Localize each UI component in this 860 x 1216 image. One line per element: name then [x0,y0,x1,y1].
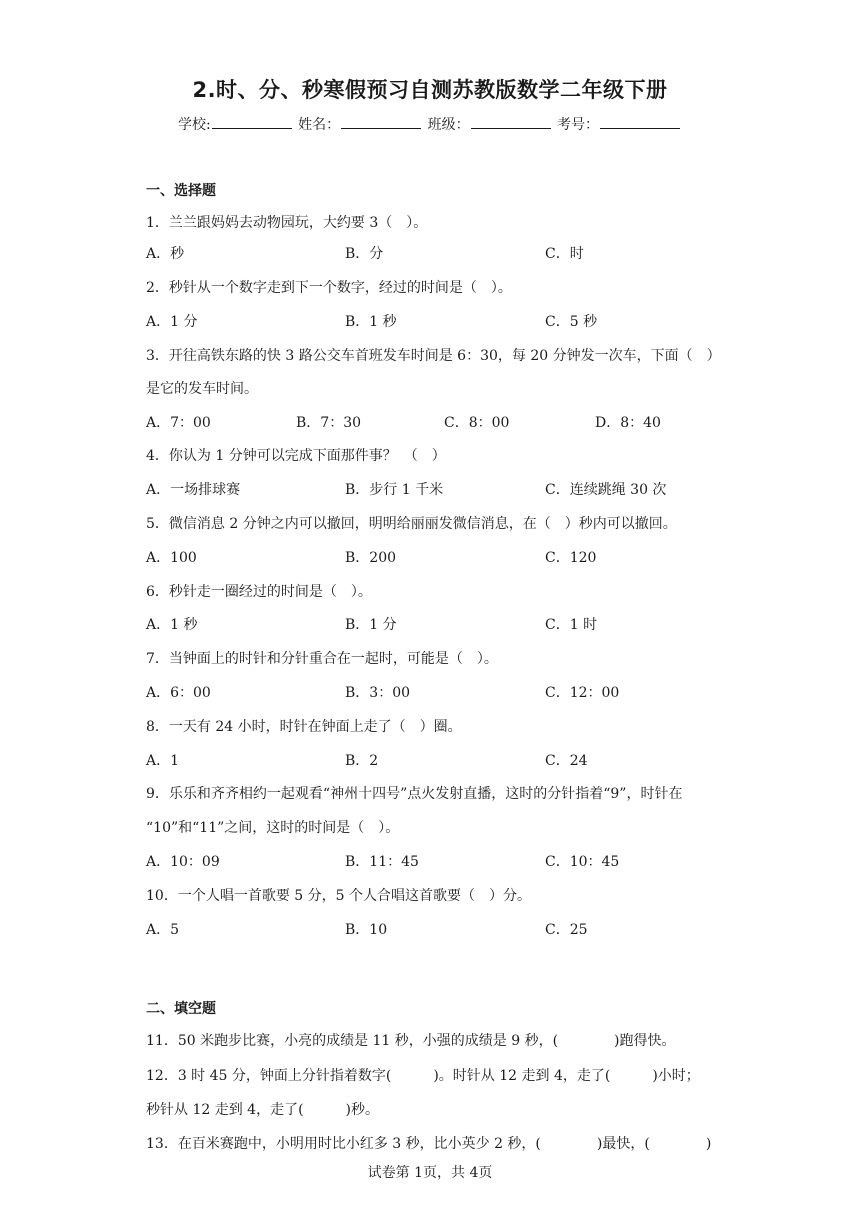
page-footer: 试卷第 1页，共 4页 [367,1165,493,1181]
class-label: 班级： [427,117,470,133]
option: C．24 [545,753,588,769]
option: B．分 [345,246,384,262]
option: C．12：00 [545,685,620,701]
option: A．秒 [146,246,185,262]
option: B．步行 1 千米 [345,482,444,498]
option: C．5 秒 [545,314,598,330]
option: A．7：00 [146,415,211,431]
option: B．11：45 [345,854,419,870]
question-text: 3．开往高铁东路的快 3 路公交车首班发车时间是 6：30，每 20 分钟发一次车，下面（ ） [146,348,721,364]
question-text: 8．一天有 24 小时，时针在钟面上走了（ ）圈。 [146,719,462,735]
question-text: 13．在百米赛跑中，小明用时比小红多 3 秒，比小英少 2 秒，( )最快，( ) [146,1136,712,1152]
option: D．8：40 [595,415,661,431]
option: B．200 [345,550,397,566]
question-text-cont: “10”和“11”之间，这时的时间是（ ）。 [146,820,400,836]
exam-number-blank [600,116,680,129]
question-text: 6．秒针走一圈经过的时间是（ ）。 [146,584,372,600]
option: C．10：45 [545,854,620,870]
question-text: 10．一个人唱一首歌要 5 分，5 个人合唱这首歌要（ ）分。 [146,888,531,904]
question-text: 4．你认为 1 分钟可以完成下面那件事？ （ ） [146,448,446,464]
option: B．2 [345,753,379,769]
page-title: 2.时、分、秒寒假预习自测苏教版数学二年级下册 [192,78,668,102]
option: C．时 [545,246,584,262]
option: C．连续跳绳 30 次 [545,482,667,498]
section-title-fill: 二、填空题 [146,1001,216,1017]
option: C．120 [545,550,597,566]
option: A．10：09 [146,854,220,870]
question-text: 5．微信消息 2 分钟之内可以撤回，明明给丽丽发微信消息，在（ ）秒内可以撤回。 [146,516,677,532]
option: C．1 时 [545,617,598,633]
question-text-cont: 秒针从 12 走到 4，走了( )秒。 [146,1102,379,1118]
question-text: 7．当钟面上的时针和分针重合在一起时，可能是（ ）。 [146,651,498,667]
option: B．1 秒 [345,314,397,330]
option: A．一场排球赛 [146,482,241,498]
option: A．1 [146,753,180,769]
option: A．6：00 [146,685,211,701]
option: A．100 [146,550,197,566]
question-text: 2．秒针从一个数字走到下一个数字，经过的时间是（ ）。 [146,280,512,296]
question-text-cont: 是它的发车时间。 [146,381,258,397]
option: C．8：00 [444,415,510,431]
question-text: 1．兰兰跟妈妈去动物园玩，大约要 3（ ）。 [146,215,428,231]
option: A．1 秒 [146,617,198,633]
option: B．10 [345,922,388,938]
section-title-choice: 一、选择题 [146,183,216,199]
option: A．5 [146,922,180,938]
class-blank [471,116,551,129]
name-blank [341,116,421,129]
option: C．25 [545,922,588,938]
option: A．1 分 [146,314,198,330]
school-label: 学校: [177,117,211,133]
option: B．3：00 [345,685,411,701]
question-text: 11．50 米跑步比赛，小亮的成绩是 11 秒，小强的成绩是 9 秒，( )跑得快。 [146,1033,676,1049]
exam-number-label: 考号： [557,117,600,133]
name-label: 姓名： [298,117,341,133]
school-blank [212,116,292,129]
question-text: 9．乐乐和齐齐相约一起观看“神州十四号”点火发射直播，这时的分针指着“9”，时针在 [146,786,683,802]
option: B．7：30 [296,415,362,431]
option: B．1 分 [345,617,397,633]
question-text: 12．3 时 45 分，钟面上分针指着数字( )。时针从 12 走到 4，走了( )小时； [146,1068,700,1084]
student-info-row [0,114,860,134]
